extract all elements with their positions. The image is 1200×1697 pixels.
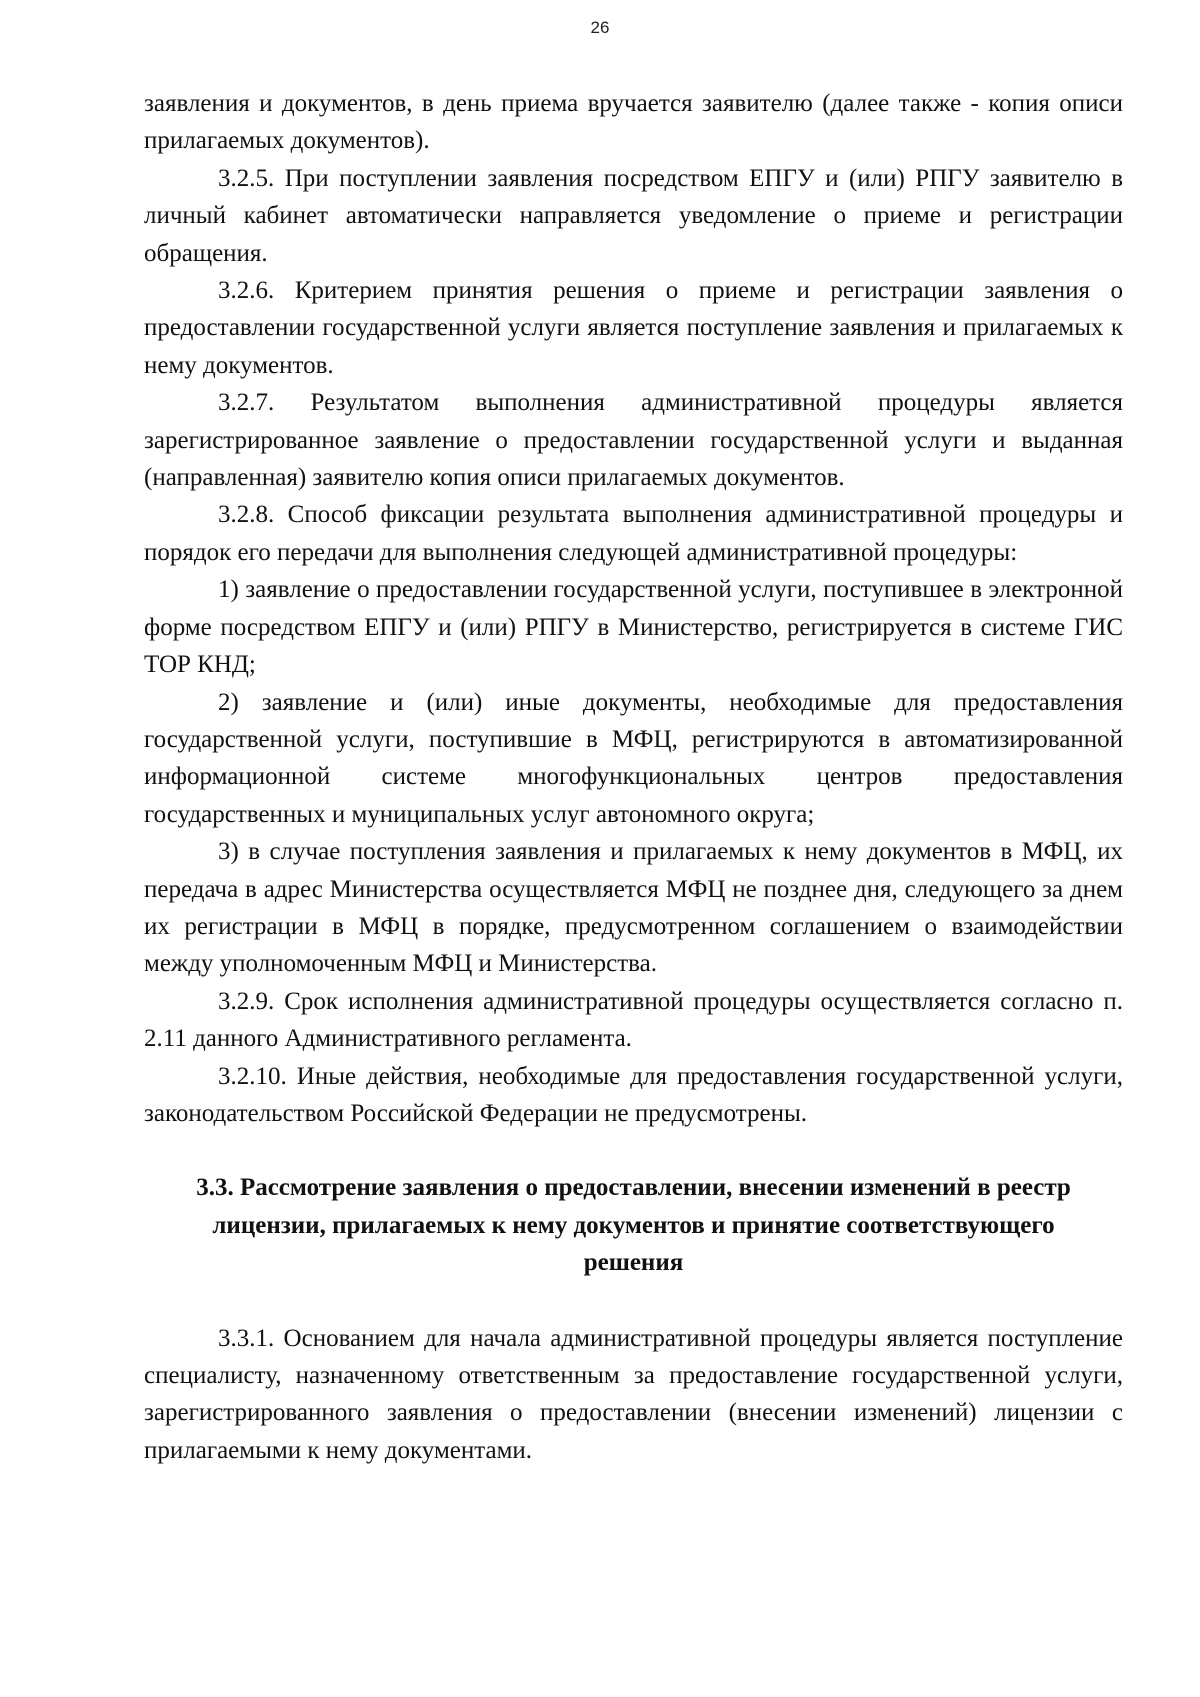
section-heading-3-3: 3.3. Рассмотрение заявления о предоставлении, внесении изменений в реестр лицензии, прилагаемых к нему документов и принятие соответствующего решения — [196, 1174, 1071, 1277]
paragraph-3-2-7: 3.2.7. Результатом выполнения административной процедуры является зарегистрированное заявление о предоставлении государственной услуги и выданная (направленная) заявителю копия описи прилагаемых документов. — [144, 389, 1123, 492]
page-number: 26 — [590, 18, 610, 37]
paragraph-3-2-5: 3.2.5. При поступлении заявления посредством ЕПГУ и (или) РПГУ заявителю в личный кабинет автоматически направляется уведомление о приеме и регистрации обращения. — [144, 164, 1123, 267]
paragraph-3-2-6: 3.2.6. Критерием принятия решения о приеме и регистрации заявления о предоставлении государственной услуги является поступление заявления и прилагаемых к нему документов. — [144, 277, 1123, 379]
list-item-3: 3) в случае поступления заявления и прилагаемых к нему документов в МФЦ, их передача в адрес Министерства осуществляется МФЦ не позднее дня, следующего за днем их регистрации в МФЦ в порядке, предусмотренном соглашением о взаимодействии между уполномоченным МФЦ и Министерства. — [144, 838, 1123, 978]
list-item-1: 1) заявление о предоставлении государственной услуги, поступившее в электронной форме посредством ЕПГУ и (или) РПГУ в Министерство, регистрируется в системе ГИС ТОР КНД; — [144, 576, 1123, 679]
paragraph-3-2-8: 3.2.8. Способ фиксации результата выполнения административной процедуры и порядок его передачи для выполнения следующей административной процедуры: — [144, 501, 1123, 566]
paragraph-3-3-1: 3.3.1. Основанием для начала административной процедуры является поступление специалисту, назначенному ответственным за предоставление государственной услуги, зарегистрированного заявления о предоставлении (внесении изменений) лицензии с прилагаемыми к нему документами. — [144, 1324, 1123, 1464]
list-item-2: 2) заявление и (или) иные документы, необходимые для предоставления государственной услуги, поступившие в МФЦ, регистрируются в автоматизированной информационной системе многофункциональных центров предоставления государственных и муниципальных услуг автономного округа; — [144, 688, 1123, 828]
paragraph-continuation: заявления и документов, в день приема вручается заявителю (далее также - копия описи прилагаемых документов). — [144, 90, 1123, 155]
paragraph-3-2-10: 3.2.10. Иные действия, необходимые для предоставления государственной услуги, законодательством Российской Федерации не предусмотрены. — [144, 1062, 1123, 1127]
document-body — [144, 85, 1123, 1469]
paragraph-3-2-9: 3.2.9. Срок исполнения административной процедуры осуществляется согласно п. 2.11 данного Административного регламента. — [144, 987, 1123, 1053]
